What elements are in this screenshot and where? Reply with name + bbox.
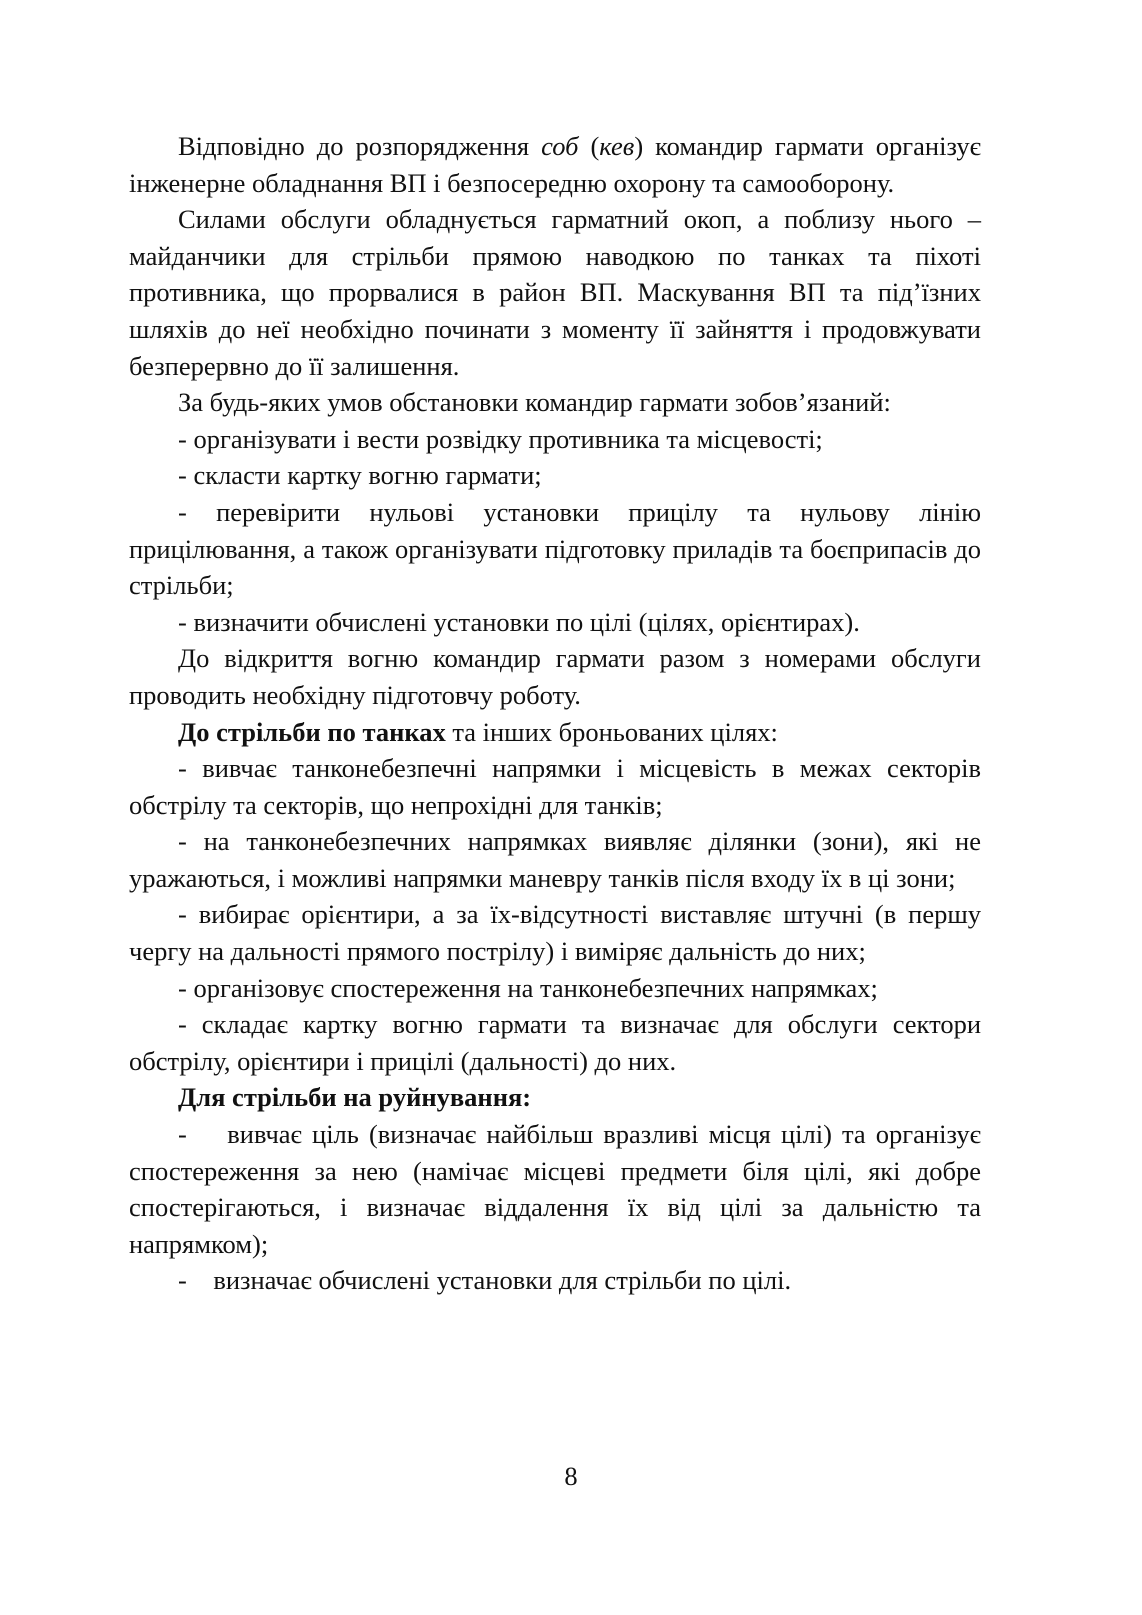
text-span: Відповідно до розпорядження xyxy=(178,131,542,161)
list-item: - організовує спостереження на танконебезпечних напрямках; xyxy=(178,972,878,1003)
paragraph-crew-equipment: Силами обслуги обладнується гарматний окоп, а поблизу нього – майданчики для стрільби прямою наводкою по танках та піхоті противника, що прорвалися в район ВП. Маскування ВП та під’їзних шляхів до неї необхідно починати з моменту її зайняття і продовжувати безперервно до її залишення. xyxy=(129,204,981,381)
list-item: - вибирає орієнтири, а за їх-відсутності виставляє штучні (в першу чергу на дальності прямого пострілу) і виміряє дальність до них; xyxy=(129,899,981,967)
bold-heading: Для стрільби на руйнування: xyxy=(178,1082,532,1113)
section-heading-tanks xyxy=(129,714,981,751)
list-item: - організувати і вести розвідку противника та місцевості; xyxy=(178,423,823,454)
section-heading-destruction xyxy=(129,1079,981,1116)
italic-term-kvv: кев xyxy=(599,131,635,161)
paragraph-duties-heading: За будь-яких умов обстановки командир гармати зобов’язаний: xyxy=(178,387,891,418)
list-item: - визначає обчислені установки для стрільби по цілі. xyxy=(178,1265,792,1296)
page-number: 8 xyxy=(564,1461,578,1491)
text-span: ( xyxy=(578,131,600,161)
bold-heading: До стрільби по танках xyxy=(178,716,446,747)
list-item: - на танконебезпечних напрямках виявляє ділянки (зони), які не уражаються, і можливі напрямки маневру танків після входу їх в ці зони; xyxy=(129,826,981,893)
list-item: - вивчає ціль (визначає найбільш вразливі місця цілі) та організує спостереження за нею (намічає місцеві предмети біля цілі, які добре спостерігаються, і визначає віддалення їх від цілі за дальністю та напрямком); xyxy=(129,1119,988,1259)
list-item: - перевірити нульові установки прицілу та нульову лінію прицілювання, а також організувати підготовку приладів та боєприпасів до стрільби; xyxy=(129,496,981,601)
list-item: - визначити обчислені установки по цілі (цілях, орієнтирах). xyxy=(178,606,860,637)
italic-term-sob: соб xyxy=(541,131,579,161)
page-body xyxy=(129,128,988,1299)
paragraph-preparation: До відкриття вогню командир гармати разом з номерами обслуги проводить необхідну підготовчу роботу. xyxy=(129,643,981,710)
text-span: та інших броньованих цілях: xyxy=(445,716,778,747)
list-item: - вивчає танконебезпечні напрямки і місцевість в межах секторів обстрілу та секторів, що непрохідні для танків; xyxy=(129,753,981,820)
paragraph-intro xyxy=(129,128,981,201)
list-item: - скласти картку вогню гармати; xyxy=(178,460,542,491)
list-item: - складає картку вогню гармати та визначає для обслуги сектори обстрілу, орієнтири і прицілі (дальності) до них. xyxy=(129,1009,981,1076)
text-span: ) командир гармати організує інженерне обладнання ВП і безпосередню охорону та самооборону. xyxy=(129,131,982,198)
